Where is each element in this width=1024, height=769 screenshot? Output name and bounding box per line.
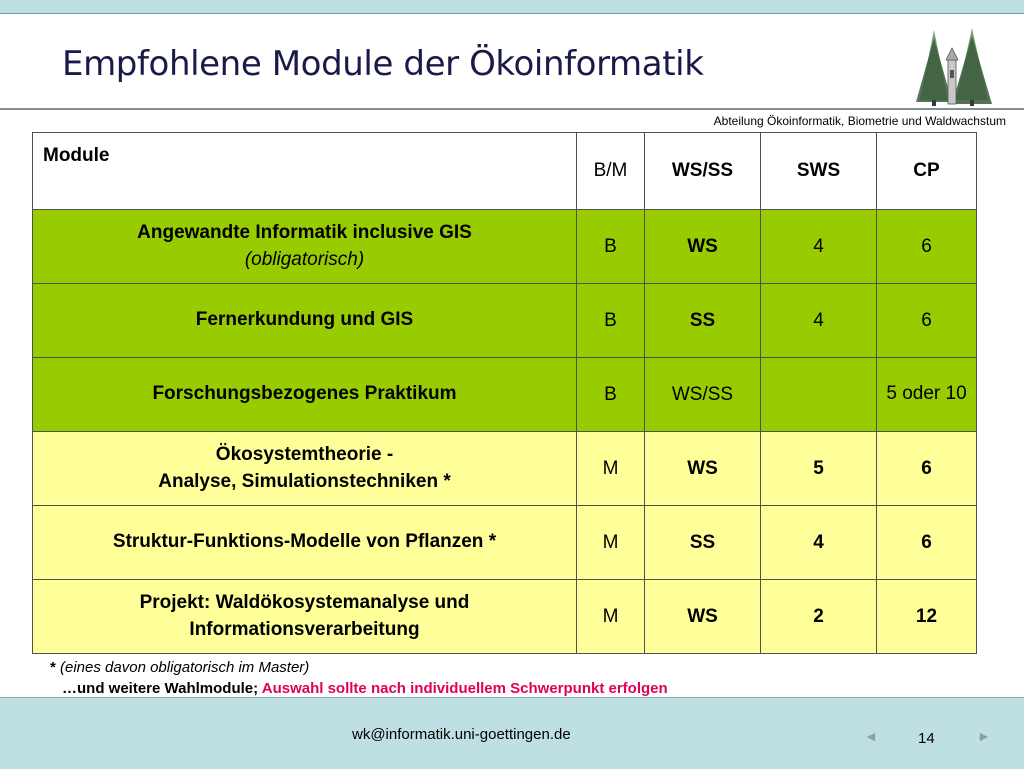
modules-table [32, 132, 977, 654]
module-bm: M [577, 580, 645, 654]
module-sws [761, 358, 877, 432]
module-cp: 6 [877, 284, 977, 358]
header-module: Module [33, 133, 577, 210]
module-term: WS/SS [645, 358, 761, 432]
footnote-text: (eines davon obligatorisch im Master) [60, 659, 310, 676]
module-sws: 2 [761, 580, 877, 654]
module-term: SS [645, 506, 761, 580]
module-sws: 4 [761, 506, 877, 580]
module-name: Fernerkundung und GIS [33, 284, 577, 358]
footnote-electives-prefix: …und weitere Wahlmodule; [62, 680, 259, 697]
module-cp: 12 [877, 580, 977, 654]
table-row [33, 506, 977, 580]
module-name-text: Angewandte Informatik inclusive GIS [137, 222, 472, 244]
module-sws: 4 [761, 210, 877, 284]
module-term: SS [645, 284, 761, 358]
footnote-electives [62, 680, 668, 697]
module-term: WS [645, 210, 761, 284]
module-name-line2: Analyse, Simulationstechniken * [158, 470, 451, 492]
university-tree-logo [912, 20, 992, 108]
module-name [33, 210, 577, 284]
table-header-row [33, 133, 977, 210]
footnote-electives-highlight: Auswahl sollte nach individuellem Schwerpunkt erfolgen [261, 680, 668, 697]
page-number: 14 [918, 730, 935, 747]
module-note: (obligatorisch) [244, 248, 365, 270]
module-name: Forschungsbezogenes Praktikum [33, 358, 577, 432]
table-row [33, 284, 977, 358]
module-name [33, 580, 577, 654]
footer-email[interactable]: wk@informatik.uni-goettingen.de [352, 726, 571, 743]
module-bm: M [577, 432, 645, 506]
module-cp: 6 [877, 432, 977, 506]
title-divider [0, 108, 1024, 110]
table-row [33, 432, 977, 506]
module-cp: 6 [877, 210, 977, 284]
header-cp: CP [877, 133, 977, 210]
header-term: WS/SS [645, 133, 761, 210]
module-name: Struktur-Funktions-Modelle von Pflanzen * [33, 506, 577, 580]
module-name [33, 432, 577, 506]
module-name-line2: Informationsverarbeitung [189, 618, 420, 640]
department-name: Abteilung Ökoinformatik, Biometrie und Waldwachstum [713, 114, 1006, 128]
module-name-line1: Projekt: Waldökosystemanalyse und [139, 592, 470, 614]
table-row [33, 210, 977, 284]
module-bm: B [577, 210, 645, 284]
table-row [33, 358, 977, 432]
module-sws: 4 [761, 284, 877, 358]
footnote-star: * [50, 659, 56, 676]
page-title: Empfohlene Module der Ökoinformatik [62, 44, 704, 84]
header-bm: B/M [577, 133, 645, 210]
module-bm: B [577, 284, 645, 358]
module-bm: B [577, 358, 645, 432]
triangle-right-icon[interactable]: ► [977, 728, 991, 744]
module-bm: M [577, 506, 645, 580]
header-sws: SWS [761, 133, 877, 210]
module-term: WS [645, 580, 761, 654]
top-band [0, 0, 1024, 14]
module-name-line1: Ökosystemtheorie - [215, 444, 394, 466]
table-row [33, 580, 977, 654]
module-term: WS [645, 432, 761, 506]
module-sws: 5 [761, 432, 877, 506]
triangle-left-icon[interactable]: ◄ [864, 728, 878, 744]
footnote-obligatory [50, 659, 309, 676]
module-cp: 5 oder 10 [877, 358, 977, 432]
module-cp: 6 [877, 506, 977, 580]
